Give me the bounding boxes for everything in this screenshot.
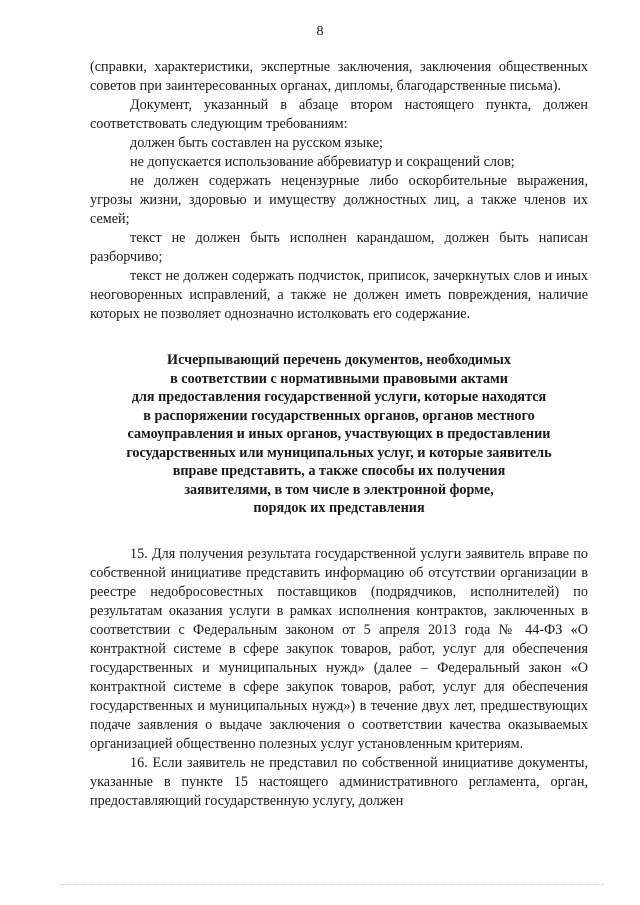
heading-line: порядок их представления bbox=[253, 500, 425, 516]
paragraph: 15. Для получения результата государственной услуги заявитель вправе по собственной инициативе представить информацию об отсутствии организации в реестре недобросовестных поставщиков (подрядчиков, исполнителей) по результатам оказания услуги в рамках исполнения контрактов, заключенных в соответствии с Федеральным законом от 5 апреля 2013 года № 44-ФЗ «О контрактной системе в сфере закупок товаров, работ, услуг для обеспечения государственных и муниципальных нужд» (далее – Федеральный закон «О контрактной системе в сфере закупок товаров, работ, услуг для обеспечения государственных и муниципальных нужд») в течение двух лет, предшествующих подаче заявления о выдаче заключения о соответствии качества оказываемых организацией общественно полезных услуг установленным критериям. bbox=[90, 545, 588, 752]
heading-line: в распоряжении государственных органов, органов местного bbox=[143, 407, 535, 424]
documents-section bbox=[90, 545, 588, 811]
document-body bbox=[90, 58, 588, 811]
paragraph: не должен содержать нецензурные либо оскорбительные выражения, угрозы жизни, здоровью и имуществу должностных лиц, а также членов их семей; bbox=[90, 173, 588, 227]
paragraph: (справки, характеристики, экспертные заключения, заключения общественных советов при заинтересованных органах, дипломы, благодарственные письма). bbox=[90, 59, 588, 94]
paragraph: Документ, указанный в абзаце втором настоящего пункта, должен соответствовать следующим требованиям: bbox=[90, 97, 588, 132]
paragraph: не допускается использование аббревиатур и сокращений слов; bbox=[130, 154, 515, 170]
scan-footer-line bbox=[60, 884, 604, 885]
paragraph: 16. Если заявитель не представил по собственной инициативе документы, указанные в пункте 15 настоящего административного регламента, орган, предоставляющий государственную услугу, должен bbox=[90, 754, 588, 809]
heading-line: в соответствии с нормативными правовыми актами bbox=[170, 370, 508, 387]
page-number: 8 bbox=[316, 24, 324, 39]
heading-line: вправе представить, а также способы их получения bbox=[172, 463, 506, 479]
heading-line: Исчерпывающий перечень документов, необходимых bbox=[167, 352, 511, 368]
requirements-section bbox=[90, 58, 588, 324]
heading-line: самоуправления и иных органов, участвующих в предоставлении bbox=[127, 426, 551, 442]
heading-line: для предоставления государственной услуги, которые находятся bbox=[131, 389, 547, 405]
paragraph: должен быть составлен на русском языке; bbox=[130, 135, 383, 151]
heading-line: заявителями, в том числе в электронной форме, bbox=[184, 481, 494, 498]
paragraph: текст не должен содержать подчисток, приписок, зачеркнутых слов и иных неоговоренных исправлений, а также не должен иметь повреждения, наличие которых не позволяет однозначно истолковать его содержание. bbox=[90, 268, 588, 322]
heading-line: государственных или муниципальных услуг, и которые заявитель bbox=[126, 444, 552, 461]
paragraph: текст не должен быть исполнен карандашом, должен быть написан разборчиво; bbox=[90, 230, 588, 265]
section-heading bbox=[90, 351, 588, 518]
